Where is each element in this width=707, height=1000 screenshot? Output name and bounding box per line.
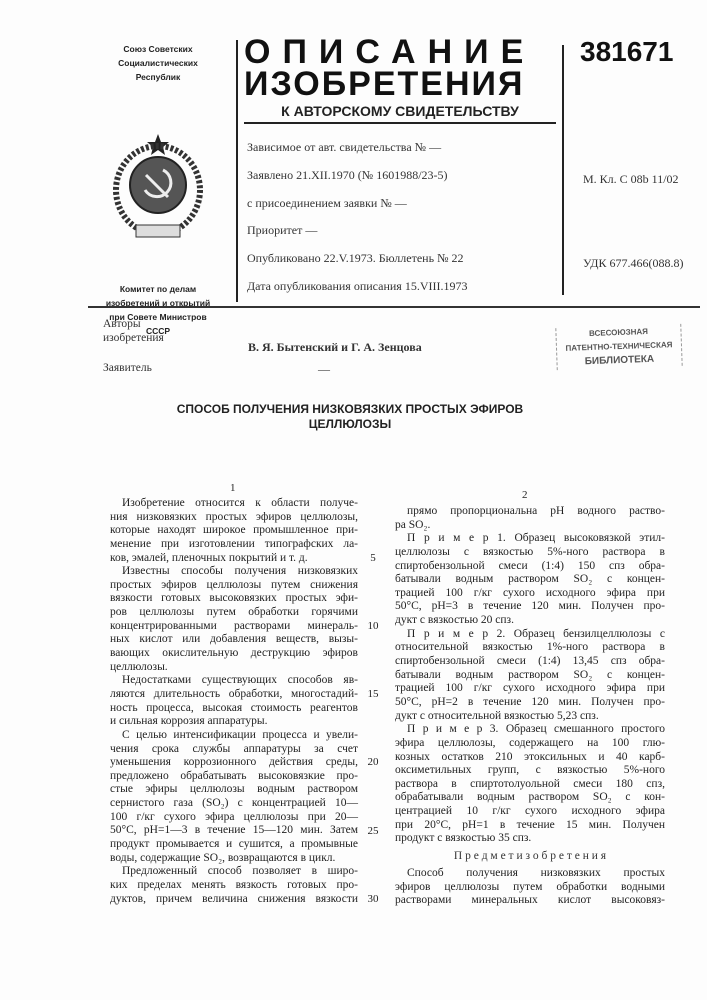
invention-title — [100, 402, 600, 432]
committee-line: СССР — [84, 324, 232, 338]
committee-line: изобретений и открытий — [84, 296, 232, 310]
text-line: оксиметильных групп, с вязкостью 5%-ного — [395, 764, 665, 778]
text-line: дукт с относительной вязкостью 5,23 спз. — [395, 710, 665, 724]
text-line: концентрированными растворами минераль- — [110, 620, 358, 634]
text-line: предложено обрабатывать высоковязкие про- — [110, 770, 358, 784]
committee-line: при Совете Министров — [84, 310, 232, 324]
text-line: трацией 100 г/кг сухого исходного эфира при — [395, 587, 665, 601]
text-line: продукт с вязкостью 35 спз. — [395, 832, 665, 846]
authors-label: изобретения — [103, 332, 164, 344]
text-line: эфиров целлюлозы путем обработки водными — [395, 881, 665, 895]
state-line: Республик — [84, 70, 232, 84]
text-line: батывали водным раствором SO₂ с концен- — [395, 573, 665, 587]
text-line: вязкости готовых высоковязких простых эфи- — [110, 592, 358, 606]
text-line: прямо пропорциональна pH водного раство- — [395, 505, 665, 519]
text-line: дуктов, причем величина снижения вязкости — [110, 893, 358, 907]
text-line: уменьшения коррозионного действия среды, — [110, 756, 358, 770]
text-line: трацией 100 г/кг сухого исходного эфира при — [395, 682, 665, 696]
state-line: Союз Советских — [84, 42, 232, 56]
column-number: 1 — [230, 482, 236, 494]
text-line: П р и м е р 2. Образец бензилцеллюлозы с — [395, 628, 665, 642]
doc-subtitle: К АВТОРСКОМУ СВИДЕТЕЛЬСТВУ — [244, 103, 556, 124]
text-line: Изобретение относится к области получе- — [110, 497, 358, 511]
text-line: ных кислот или добавления веществ, вызы- — [110, 633, 358, 647]
field-description-date: Дата опубликования описания 15.VIII.1973 — [247, 279, 467, 294]
text-line: спиртобензольной смеси (1:4) 13,45 спз обра- — [395, 655, 665, 669]
stamp-line: БИБЛИОТЕКА — [557, 352, 681, 370]
text-line: целлюлозы. — [110, 661, 358, 675]
text-line: обрабатывали водным раствором SO₂ с кон- — [395, 791, 665, 805]
column-number: 2 — [522, 489, 528, 501]
stamp-line: ПАТЕНТНО-ТЕХНИЧЕСКАЯ — [557, 338, 681, 356]
text-line: Предложенный способ позволяет в широ- — [110, 865, 358, 879]
text-line: растворами минеральных кислот высоковяз- — [395, 894, 665, 908]
field-published: Опубликовано 22.V.1973. Бюллетень № 22 — [247, 251, 464, 266]
text-line: которые находят широкое промышленное при- — [110, 524, 358, 538]
line-number: 20 — [364, 756, 382, 770]
column-1 — [110, 497, 358, 906]
text-line: 50°С, pH=1—3 в течение 15—120 мин. Затем — [110, 824, 358, 838]
line-number: 10 — [364, 620, 382, 634]
title-line: ЦЕЛЛЮЛОЗЫ — [100, 417, 600, 432]
text-line: центрацией 10 г/кг сухого исходного эфира — [395, 805, 665, 819]
field-joined: с присоединением заявки № — — [247, 196, 407, 211]
divider — [562, 45, 564, 295]
state-line: Социалистических — [84, 56, 232, 70]
text-line: П р и м е р 1. Образец высоковязкой этил- — [395, 532, 665, 546]
divider — [236, 40, 238, 302]
doc-title: ОПИСАНИЕ — [244, 36, 535, 68]
text-line: 100 г/кг сухого эфира целлюлозы при 20— — [110, 811, 358, 825]
text-line: Способ получения низковязких простых — [395, 867, 665, 881]
authors-label: Авторы — [103, 318, 141, 330]
doc-title: ИЗОБРЕТЕНИЯ — [244, 68, 524, 100]
text-line: С целью интенсификации процесса и увели- — [110, 729, 358, 743]
text-line: менение при изготовлении типографских ла- — [110, 538, 358, 552]
text-line: ков, эмалей, пленочных покрытий и т. д. — [110, 552, 358, 566]
text-line: продукт промывается и сушится, а промывные — [110, 838, 358, 852]
text-line: 50°С, pH=3 в течение 120 мин. Получен про- — [395, 600, 665, 614]
text-line: и сильная коррозия аппаратуры. — [110, 715, 358, 729]
text-line: эфира целлюлозы, содержащего на 100 глю- — [395, 737, 665, 751]
state-name — [84, 42, 232, 84]
text-line: П р и м е р 3. Образец смешанного простого — [395, 723, 665, 737]
line-number: 30 — [364, 893, 382, 907]
text-line: при 20°С, pH=1 в течение 15 мин. Получен — [395, 819, 665, 833]
stamp-line: ВСЕСОЮЗНАЯ — [556, 324, 680, 342]
text-line: относительной вязкостью 1%-ного раствора в — [395, 641, 665, 655]
committee-line: Комитет по делам — [84, 282, 232, 296]
text-line: ких пределах менять вязкость готовых про- — [110, 879, 358, 893]
text-line: ность процесса, высокая стоимость реагентов — [110, 702, 358, 716]
text-line: ра SO₂. — [395, 519, 665, 533]
line-number: 15 — [364, 688, 382, 702]
udc: УДК 677.466(088.8) — [583, 256, 683, 271]
claims-heading: П р е д м е т и з о б р е т е н и я — [395, 849, 665, 863]
line-number: 25 — [364, 825, 382, 839]
text-line: Недостатками существующих способов яв- — [110, 674, 358, 688]
text-line: целлюлозы с вязкостью 5%-ного раствора в — [395, 546, 665, 560]
text-line: сернистого газа (SO₂) с концентрацией 10— — [110, 797, 358, 811]
field-filed: Заявлено 21.XII.1970 (№ 1601988/23-5) — [247, 168, 448, 183]
title-line: СПОСОБ ПОЛУЧЕНИЯ НИЗКОВЯЗКИХ ПРОСТЫХ ЭФИРОВ — [100, 402, 600, 417]
text-line: Известны способы получения низковязких — [110, 565, 358, 579]
rule — [88, 306, 700, 308]
applicant-label: Заявитель — [103, 362, 152, 374]
text-line: козных остатков 210 этоксильных и 40 карб- — [395, 751, 665, 765]
text-line: ляются длительность обработки, многостадий- — [110, 688, 358, 702]
classification: М. Кл. C 08b 11/02 — [583, 172, 679, 187]
ussr-emblem-icon — [108, 130, 208, 245]
text-line: чения срока службы аппаратуры за счет — [110, 743, 358, 757]
text-line: вающих окислительную деструкцию эфиров — [110, 647, 358, 661]
text-line: простых эфиров целлюлозы путем снижения — [110, 579, 358, 593]
field-priority: Приоритет — — [247, 223, 317, 238]
text-line: 50°С, pH=2 в течение 120 мин. Получен про- — [395, 696, 665, 710]
line-number: 5 — [364, 552, 382, 566]
text-line: спиртобензольной смеси (1:4) 150 спз обра- — [395, 560, 665, 574]
claims-text — [395, 867, 665, 908]
column-2 — [395, 505, 665, 846]
patent-number: 381671 — [580, 36, 673, 68]
applicant: — — [318, 362, 330, 377]
text-line: стые эфиры целлюлозы водным раствором — [110, 783, 358, 797]
field-dependent: Зависимое от авт. свидетельства № — — [247, 140, 441, 155]
text-line: батывали водным раствором SO₂ с концен- — [395, 669, 665, 683]
patent-page — [0, 0, 707, 1000]
text-line: раствора в спиртотолуольной смеси 180 спз, — [395, 778, 665, 792]
text-line: воды, содержащие SO₂, возвращаются в цикл. — [110, 852, 358, 866]
text-line: дукт с вязкостью 20 спз. — [395, 614, 665, 628]
library-stamp — [555, 324, 682, 370]
text-line: ния низковязких простых эфиров целлюлозы, — [110, 511, 358, 525]
text-line: ров целлюлозы путем обработки горячими — [110, 606, 358, 620]
author-names: В. Я. Бытенский и Г. А. Зенцова — [248, 340, 422, 355]
